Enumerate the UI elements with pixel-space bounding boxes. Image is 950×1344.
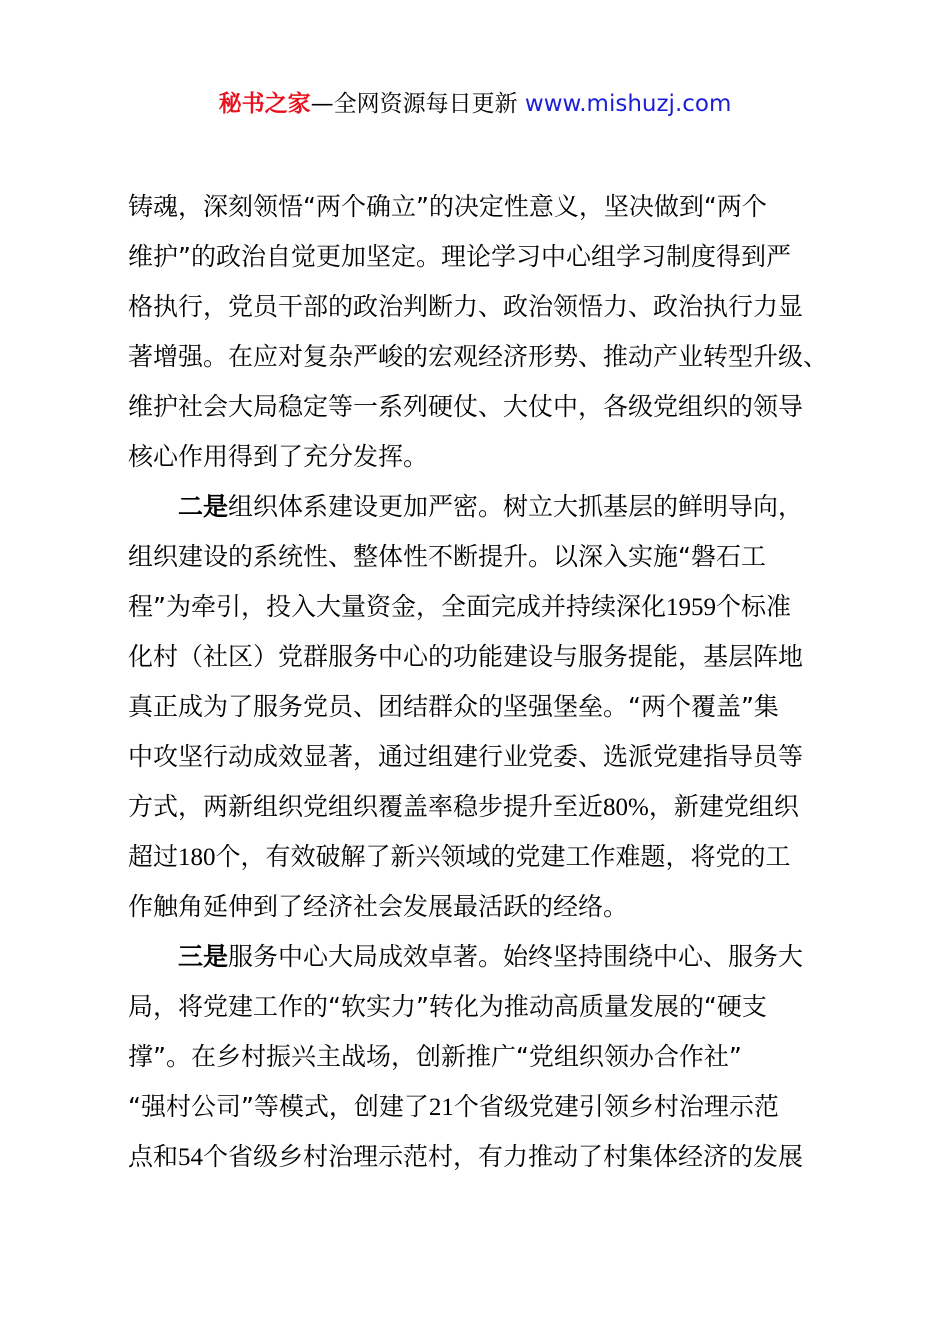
text-line: 中攻坚行动成效显著，通过组建行业党委、选派党建指导员等	[128, 742, 804, 771]
text-segment: 个，有效破解了新兴领域的党建工作难题，将党的工	[215, 842, 791, 871]
text-line: 维护”的政治自觉更加坚定。理论学习中心组学习制度得到严	[128, 242, 791, 271]
paragraph-lead: 二是	[178, 492, 229, 521]
text-line	[128, 932, 834, 982]
site-url-link[interactable]: www.mishuzj.com	[524, 91, 732, 117]
paragraph-2	[128, 482, 834, 932]
text-segment: “强村公司”等模式，创建了	[128, 1092, 429, 1121]
text-segment: ，新建党组织	[648, 792, 799, 821]
brand-name: 秘书之家	[218, 91, 311, 117]
paragraph-lead: 三是	[178, 942, 229, 971]
text-line: 撑”。在乡村振兴主战场，创新推广“党组织领办合作社”	[128, 1042, 742, 1071]
text-segment: 方式，两新组织党组织覆盖率稳步提升至近	[128, 792, 604, 821]
paragraph-3	[128, 932, 834, 1182]
text-segment: 个省级乡村治理示范村，有力推动了村集体经济的发展	[203, 1142, 804, 1171]
text-line: 局，将党建工作的“软实力”转化为推动高质量发展的“硬支	[128, 992, 767, 1021]
document-body	[128, 182, 834, 1182]
text-segment: 服务中心大局成效卓著。始终坚持围绕中心、服务大	[228, 942, 804, 971]
text-segment: 组织体系建设更加严密。树立大抓基层的鲜明导向，	[228, 492, 804, 521]
text-line: 核心作用得到了充分发挥。	[128, 442, 429, 471]
paragraph-1	[128, 182, 834, 482]
site-header	[0, 88, 950, 120]
text-line	[128, 482, 834, 532]
text-line: 著增强。在应对复杂严峻的宏观经济形势、推动产业转型升级、	[128, 342, 829, 371]
text-line	[128, 1082, 834, 1132]
text-line	[128, 1132, 834, 1182]
number-value: 80%	[603, 794, 649, 821]
text-segment: 点和	[128, 1142, 179, 1171]
text-line: 组织建设的系统性、整体性不断提升。以深入实施“磐石工	[128, 542, 766, 571]
text-segment: 个省级党建引领乡村治理示范	[453, 1092, 779, 1121]
text-line: 作触角延伸到了经济社会发展最活跃的经络。	[128, 892, 629, 921]
text-line: 格执行，党员干部的政治判断力、政治领悟力、政治执行力显	[128, 292, 804, 321]
text-segment: 程”为牵引，投入大量资金，全面完成并持续深化	[128, 592, 666, 621]
text-segment: 个标准	[715, 592, 791, 621]
text-line: 化村（社区）党群服务中心的功能建设与服务提能，基层阵地	[128, 642, 804, 671]
text-line	[128, 782, 834, 832]
text-segment: 超过	[128, 842, 179, 871]
text-line: 维护社会大局稳定等一系列硬仗、大仗中，各级党组织的领导	[128, 392, 804, 421]
text-line	[128, 582, 834, 632]
text-line	[128, 832, 834, 882]
number-value: 180	[178, 844, 216, 871]
number-value: 21	[428, 1094, 454, 1121]
text-line: 铸魂，深刻领悟“两个确立”的决定性意义，坚决做到“两个	[128, 192, 767, 221]
header-tagline: —全网资源每日更新	[310, 91, 525, 117]
text-line: 真正成为了服务党员、团结群众的坚强堡垒。“两个覆盖”集	[128, 692, 779, 721]
number-value: 1959	[665, 594, 716, 621]
number-value: 54	[178, 1144, 204, 1171]
